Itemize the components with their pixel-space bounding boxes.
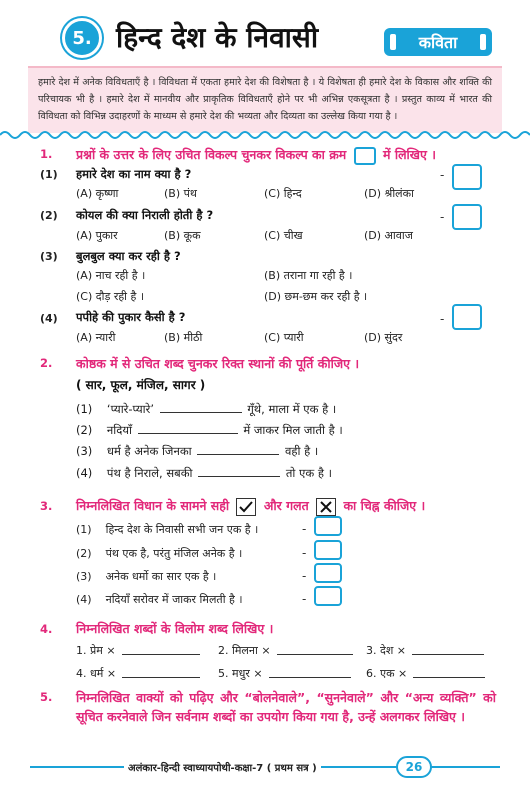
antonym-answer-line[interactable] — [122, 647, 200, 655]
q1-heading-post: में लिखिए । — [383, 147, 437, 162]
option-d: (D) श्रीलंका — [364, 187, 414, 200]
sentence-post: तो एक है । — [285, 466, 332, 480]
q1-item-question: कोयल की क्या निराली होती है ? — [76, 208, 214, 222]
fill-blank-row — [76, 423, 343, 438]
option-c: (C) चीख — [264, 229, 303, 242]
dash: - — [302, 569, 307, 583]
antonym-word: 5. मधुर × — [218, 667, 263, 680]
antonym-item — [366, 643, 484, 658]
row-number: (3) — [76, 444, 93, 458]
answer-box[interactable] — [452, 164, 482, 190]
chapter-title: हिन्द देश के निवासी — [116, 21, 319, 54]
q1-item-number: (4) — [40, 312, 58, 325]
antonym-answer-line[interactable] — [413, 670, 485, 678]
blank-line[interactable] — [198, 467, 280, 477]
option-b: (B) तराना गा रही है । — [264, 269, 353, 282]
statement-row — [76, 592, 243, 607]
q3-heading — [76, 497, 425, 516]
sentence-post: में जाकर मिल जाती है । — [243, 423, 343, 437]
q1-item-question: पपीहे की पुकार कैसी है ? — [76, 310, 186, 324]
option-d: (D) आवाज — [364, 229, 413, 242]
true-false-box[interactable] — [314, 563, 342, 583]
antonym-word: 6. एक × — [366, 667, 408, 680]
antonym-word: 3. देश × — [366, 644, 407, 657]
option-c: (C) दौड़ रही है । — [76, 290, 145, 303]
row-number: (1) — [76, 523, 92, 536]
option-b: (B) पंथ — [164, 187, 197, 200]
q1-item-number: (2) — [40, 209, 58, 222]
antonym-word: 4. धर्म × — [76, 667, 117, 680]
antonym-answer-line[interactable] — [122, 670, 200, 678]
page-number: 26 — [396, 756, 432, 778]
sentence-post: गूँथे, माला में एक है । — [247, 402, 337, 416]
statement-row — [76, 546, 242, 561]
statement-text: नदियाँ सरोवर में जाकर मिलती है । — [105, 593, 243, 606]
antonym-item — [76, 666, 200, 681]
blank-line[interactable] — [197, 445, 279, 455]
q1-heading — [76, 146, 436, 165]
q1-item-number: (1) — [40, 168, 58, 181]
q4-number: 4. — [40, 622, 53, 636]
antonym-answer-line[interactable] — [277, 647, 353, 655]
statement-text: हिन्द देश के निवासी सभी जन एक है । — [105, 523, 259, 536]
option-a: (A) न्यारी — [76, 331, 116, 344]
antonym-word: 1. प्रेम × — [76, 644, 116, 657]
q1-item-number: (3) — [40, 250, 58, 263]
row-number: (2) — [76, 423, 93, 437]
antonym-item — [76, 643, 200, 658]
row-number: (3) — [76, 570, 92, 583]
q2-heading: कोष्ठक में से उचित शब्द चुनकर रिक्त स्थानों की पूर्ति कीजिए । — [76, 356, 360, 371]
row-number: (2) — [76, 547, 92, 560]
q1-number: 1. — [40, 147, 53, 161]
q1-item-question: बुलबुल क्या कर रही है ? — [76, 249, 181, 263]
row-number: (4) — [76, 593, 92, 606]
answer-box[interactable] — [452, 204, 482, 230]
sentence-pre: नदियाँ — [106, 423, 133, 437]
q4-heading: निम्नलिखित शब्दों के विलोम शब्द लिखिए । — [76, 621, 274, 636]
dash: - — [440, 312, 445, 326]
option-c: (C) हिन्द — [264, 187, 302, 200]
chapter-header — [0, 0, 530, 62]
q1-item-question: हमारे देश का नाम क्या है ? — [76, 167, 192, 181]
q1-heading-pre: प्रश्नों के उत्तर के लिए उचित विकल्प चुनकर विकल्प का क्रम — [76, 147, 347, 162]
footer-text: अलंकार-हिन्दी स्वाध्यायपोथी-कक्षा-7 ( प्रथम सत्र ) — [124, 760, 321, 774]
inline-answer-box — [354, 147, 376, 165]
q5-number: 5. — [40, 690, 53, 704]
blank-line[interactable] — [138, 424, 238, 434]
page-footer — [0, 754, 530, 782]
q5-text: निम्नलिखित वाक्यों को पढ़िए और “बोलनेवाले”, “सुननेवाले” और “अन्य व्यक्ति” को सूचित करनेवाले जिन सर्वनाम शब्दों का उपयोग किया गया है, उन्हें अलगकर लिखिए । — [76, 690, 496, 724]
option-d: (D) छम-छम कर रही है । — [264, 290, 368, 303]
q3-number: 3. — [40, 499, 53, 513]
fill-blank-row — [76, 402, 336, 417]
antonym-answer-line[interactable] — [269, 670, 351, 678]
word-bank: ( सार, फूल, मंजिल, सागर ) — [76, 378, 206, 392]
antonym-word: 2. मिलना × — [218, 644, 271, 657]
q2-number: 2. — [40, 356, 53, 370]
antonym-answer-line[interactable] — [412, 647, 484, 655]
sentence-pre: ‘प्यारे-प्यारे’ — [106, 402, 155, 416]
antonym-item — [218, 643, 353, 658]
q3-heading-mid: और गलत — [263, 498, 309, 513]
antonym-item — [218, 666, 351, 681]
statement-row — [76, 522, 258, 537]
dash: - — [440, 168, 445, 182]
q3-heading-post: का चिह्न कीजिए । — [343, 498, 426, 513]
fill-blank-row — [76, 466, 332, 481]
chapter-number-badge: 5. — [62, 18, 102, 58]
option-b: (B) मीठी — [164, 331, 203, 344]
intro-paragraph: हमारे देश में अनेक विविधताएँ है । विविधता में एकता हमारे देश की विशेषता है । ये विशेषता ही हमारे देश के विकास और शक्ति की परिचायक भी है । हमारे देश में मानवीय और प्राकृतिक विविधताएँ होने पर भी अभिन्न एकसूत्रता है । प्रस्तुत काव्य में भारत की विविधता को विभिन्न उदाहरणों के माध्यम से हमारे देश की भव्यता और दिव्यता का उल्लेख किया गया है । — [28, 66, 502, 133]
dash: - — [302, 546, 307, 560]
antonym-item — [366, 666, 485, 681]
option-d: (D) सुंदर — [364, 331, 403, 344]
option-a: (A) नाच रही है । — [76, 269, 146, 282]
sentence-post: वही है । — [284, 444, 319, 458]
true-false-box[interactable] — [314, 540, 342, 560]
genre-tag: कविता — [384, 28, 492, 56]
blank-line[interactable] — [160, 403, 242, 413]
sentence-pre: पंथ है निराले, सबकी — [106, 466, 193, 480]
true-false-box[interactable] — [314, 516, 342, 536]
q3-heading-pre: निम्नलिखित विधान के सामने सही — [76, 498, 230, 513]
dash: - — [440, 210, 445, 224]
fill-blank-row — [76, 444, 318, 459]
row-number: (4) — [76, 466, 93, 480]
answer-box[interactable] — [452, 304, 482, 330]
sentence-pre: धर्म है अनेक जिनका — [106, 444, 192, 458]
check-icon — [236, 498, 256, 516]
wave-divider — [0, 128, 530, 142]
dash: - — [302, 592, 307, 606]
cross-icon — [316, 498, 336, 516]
option-a: (A) कृष्णा — [76, 187, 119, 200]
statement-text: पंथ एक है, परंतु मंजिल अनेक है । — [105, 547, 243, 560]
statement-text: अनेक धर्मो का सार एक है । — [105, 570, 217, 583]
statement-row — [76, 569, 216, 584]
option-b: (B) कूक — [164, 229, 201, 242]
true-false-box[interactable] — [314, 586, 342, 606]
option-a: (A) पुकार — [76, 229, 118, 242]
dash: - — [302, 522, 307, 536]
option-c: (C) प्यारी — [264, 331, 304, 344]
row-number: (1) — [76, 402, 93, 416]
